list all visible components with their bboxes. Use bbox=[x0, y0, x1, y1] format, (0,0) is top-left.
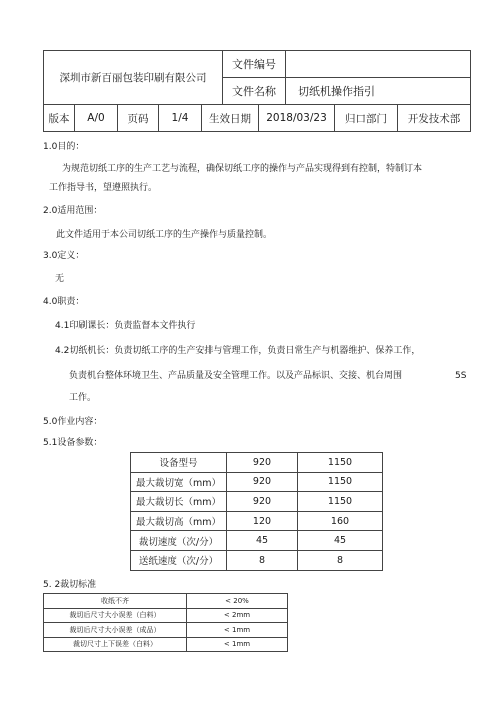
cutting-standard-table bbox=[43, 593, 288, 652]
params-value-cell: 120 bbox=[227, 511, 298, 531]
section-1-text-line-2: 工作指导书，望遵照执行。 bbox=[49, 183, 158, 193]
params-row bbox=[131, 511, 383, 531]
section-3-text: 无 bbox=[55, 274, 65, 284]
params-value-cell: 160 bbox=[298, 511, 383, 531]
params-value-cell: 1150 bbox=[298, 453, 383, 473]
params-value-cell: 920 bbox=[227, 492, 298, 512]
section-5-title: 5.0作业内容： bbox=[43, 417, 103, 427]
params-row bbox=[131, 531, 383, 551]
doc-number-label: 文件编号 bbox=[223, 51, 286, 78]
params-value-cell: 920 bbox=[227, 453, 298, 473]
section-4-title: 4.0职责： bbox=[43, 297, 85, 307]
cut-standard-item-cell: 裁切后尺寸大小误差（成品） bbox=[44, 623, 187, 638]
section-2-title: 2.0适用范围： bbox=[43, 206, 103, 216]
doc-number-value bbox=[286, 51, 471, 78]
equipment-params-table bbox=[130, 452, 383, 571]
doc-name-label: 文件名称 bbox=[223, 78, 286, 105]
section-1-title: 1.0目的： bbox=[43, 142, 85, 152]
page-label: 页码 bbox=[118, 105, 159, 132]
edition-label: 版本 bbox=[44, 105, 75, 132]
section-2-text: 此文件适用于本公司切纸工序的生产操作与质量控制。 bbox=[56, 230, 273, 240]
page-value: 1/4 bbox=[159, 105, 202, 132]
doc-name-value: 切纸机操作指引 bbox=[286, 78, 471, 105]
cut-standard-row bbox=[44, 623, 288, 638]
version-table bbox=[43, 104, 471, 132]
params-label-cell: 最大裁切宽（mm） bbox=[131, 472, 227, 492]
params-value-cell: 45 bbox=[227, 531, 298, 551]
edition-value: A/0 bbox=[75, 105, 118, 132]
section-5-2-title: 5. 2裁切标准 bbox=[43, 580, 97, 590]
cut-standard-row bbox=[44, 608, 288, 623]
cut-standard-row bbox=[44, 594, 288, 609]
cut-standard-tolerance-cell: < 20% bbox=[187, 594, 288, 609]
params-row bbox=[131, 550, 383, 570]
section-1-text-line-1: 为规范切纸工序的生产工艺与流程，确保切纸工序的操作与产品实现得到有控制，特制订本 bbox=[62, 164, 423, 174]
params-value-cell: 8 bbox=[227, 550, 298, 570]
section-4-2-text-line-2: 负责机台整体环境卫生、产品质量及安全管理工作。以及产品标识、交接、机台周围 bbox=[69, 371, 403, 381]
document-header-table bbox=[43, 50, 471, 105]
params-label-cell: 裁切速度（次/分） bbox=[131, 531, 227, 551]
cut-standard-item-cell: 裁切尺寸上下误差（白料） bbox=[44, 637, 187, 652]
section-4-1-text: 4.1印刷课长：负责监督本文件执行 bbox=[55, 321, 196, 331]
params-value-cell: 920 bbox=[227, 472, 298, 492]
params-value-cell: 1150 bbox=[298, 472, 383, 492]
section-4-2-5s-text: 5S bbox=[455, 371, 467, 381]
section-5-1-title: 5.1设备参数： bbox=[43, 438, 103, 448]
company-name: 深圳市新百丽包装印刷有限公司 bbox=[44, 51, 223, 105]
params-row bbox=[131, 492, 383, 512]
cut-standard-item-cell: 收纸不齐 bbox=[44, 594, 187, 609]
cut-standard-tolerance-cell: < 1mm bbox=[187, 623, 288, 638]
params-label-cell: 最大裁切长（mm） bbox=[131, 492, 227, 512]
params-value-cell: 8 bbox=[298, 550, 383, 570]
department-label: 归口部门 bbox=[335, 105, 398, 132]
cut-standard-item-cell: 裁切后尺寸大小误差（白料） bbox=[44, 608, 187, 623]
section-4-2-text-line-3: 工作。 bbox=[69, 393, 97, 403]
cut-standard-row bbox=[44, 637, 288, 652]
cut-standard-tolerance-cell: < 1mm bbox=[187, 637, 288, 652]
params-row bbox=[131, 472, 383, 492]
params-label-cell: 设备型号 bbox=[131, 453, 227, 473]
params-label-cell: 最大裁切高（mm） bbox=[131, 511, 227, 531]
section-3-title: 3.0定义： bbox=[43, 251, 85, 261]
department-value: 开发技术部 bbox=[398, 105, 471, 132]
params-value-cell: 45 bbox=[298, 531, 383, 551]
effective-date-label: 生效日期 bbox=[202, 105, 259, 132]
params-row bbox=[131, 453, 383, 473]
cut-standard-tolerance-cell: < 2mm bbox=[187, 608, 288, 623]
effective-date-value: 2018/03/23 bbox=[259, 105, 335, 132]
params-value-cell: 1150 bbox=[298, 492, 383, 512]
params-label-cell: 送纸速度（次/分） bbox=[131, 550, 227, 570]
section-4-2-text: 4.2切纸机长：负责切纸工序的生产安排与管理工作，负责日常生产与机器维护、保养工作， bbox=[55, 346, 421, 356]
